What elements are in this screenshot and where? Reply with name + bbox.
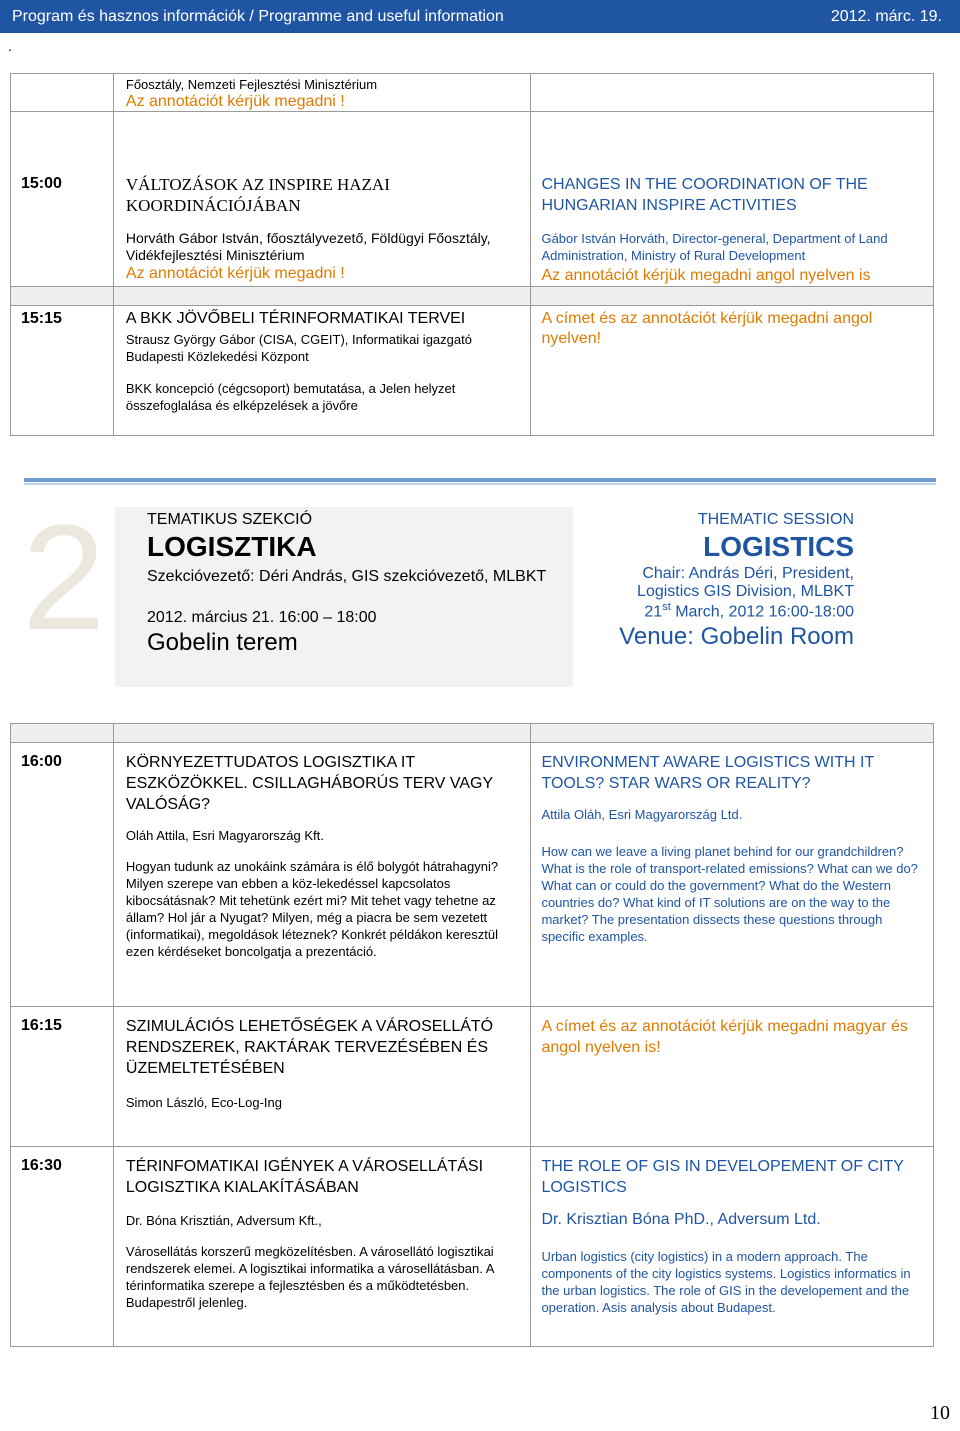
en-title-1600: ENVIRONMENT AWARE LOGISTICS WITH IT TOOLS? STAR WARS OR REALITY? (541, 754, 874, 792)
time-1600: 16:00 (21, 753, 62, 770)
session-label-en: THEMATIC SESSION (697, 511, 854, 528)
page-header (0, 0, 960, 33)
en-title-1630: THE ROLE OF GIS IN DEVELOPEMENT OF CITY LOGISTICS (541, 1158, 904, 1196)
en-note-1515: A címet és az annotációt kérjük megadni angol nyelven! (541, 310, 873, 347)
session-label-hu: TEMATIKUS SZEKCIÓ (147, 511, 313, 528)
en-title-1500: CHANGES IN THE COORDINATION OF THE HUNGARIAN INSPIRE ACTIVITIES (541, 176, 868, 214)
prev-note: Az annotációt kérjük megadni ! (125, 93, 345, 110)
table-row (11, 1147, 934, 1347)
table-row (11, 74, 934, 112)
speaker-1600: Oláh Attila, Esri Magyarország Kft. (125, 828, 324, 843)
session-chair-hu: Szekcióvezető: Déri András, GIS szekcióvezető, MLBKT (147, 568, 547, 585)
table-row (11, 287, 934, 306)
session-number: 2 (22, 493, 106, 661)
session-chair-en-2: Logistics GIS Division, MLBKT (637, 583, 854, 600)
header-date: 2012. márc. 19. (830, 8, 942, 25)
session-name-en: LOGISTICS (703, 531, 854, 562)
table-row (11, 724, 934, 743)
en-speaker-1500: Gábor István Horváth, Director-general, Department of Land Administration, Ministry of Rural Development (541, 231, 888, 263)
en-speaker-1630: Dr. Krisztian Bóna PhD., Adversum Ltd. (541, 1211, 821, 1228)
session-date-en: 21st March, 2012 16:00-18:00 (644, 601, 854, 621)
en-note-1500: Az annotációt kérjük megadni angol nyelven is (541, 267, 871, 284)
en-abstract-1600: How can we leave a living planet behind for our grandchildren? What is the role of transport-related emissions? What can we do? What can or could do the government? What do the Western countries do? What kind of IT solutions are on the way to the market? The presentation dissects these questions through specific examples. (541, 844, 918, 944)
session-chair-en-1: Chair: András Déri, President, (642, 565, 854, 582)
speaker-1615: Simon László, Eco-Log-Ing (125, 1095, 282, 1110)
time-1630: 16:30 (21, 1157, 62, 1174)
abstract-1515: BKK koncepció (cégcsoport) bemutatása, a Jelen helyzet összefoglalása és elképzelések a jövőre (125, 381, 456, 413)
session-room-hu: Gobelin terem (147, 629, 298, 656)
page-number: 10 (930, 1402, 950, 1424)
time-1500: 15:00 (21, 175, 62, 192)
title-1515: A BKK JÖVŐBELI TÉRINFORMATIKAI TERVEI (125, 310, 466, 327)
en-speaker-1600: Attila Oláh, Esri Magyarország Ltd. (541, 807, 743, 822)
speaker-1515: Strausz György Gábor (CISA, CGEIT), Informatikai igazgató Budapesti Közlekedési Központ (125, 332, 472, 364)
stray-dot: . (8, 38, 12, 54)
session-hu-box (115, 507, 573, 687)
title-1600: KÖRNYEZETTUDATOS LOGISZTIKA IT ESZKÖZÖKKEL. CSILLAGHÁBORÚS TERV VAGY VALÓSÁG? (125, 754, 493, 813)
title-1500: VÁLTOZÁSOK AZ INSPIRE HAZAI KOORDINÁCIÓJÁBAN (125, 175, 390, 215)
session-name-hu: LOGISZTIKA (147, 531, 317, 562)
abstract-1630: Városellátás korszerű megközelítésben. A városellátó logisztikai rendszerek elemei. A logisztikai informatika a városellátásban. A térinformatika szerepe a fejlesztésben és a működtetésben. Budapestről jelenleg. (125, 1244, 494, 1310)
time-1515: 15:15 (21, 310, 62, 327)
bottom-program-table (10, 723, 934, 1347)
speaker-1500: Horváth Gábor István, főosztályvezető, Földügyi Főosztály, Vidékfejlesztési Minisztérium (125, 230, 491, 263)
divider-line (24, 478, 936, 482)
header-title: Program és hasznos információk / Programme and useful information (12, 8, 504, 25)
title-1615: SZIMULÁCIÓS LEHETŐSÉGEK A VÁROSELLÁTÓ RENDSZEREK, RAKTÁRAK TERVEZÉSÉBEN ÉS ÜZEMELTETÉSÉBEN (125, 1018, 494, 1077)
top-program-table (10, 73, 934, 436)
en-note-1615: A címet és az annotációt kérjük megadni magyar és angol nyelven is! (541, 1018, 908, 1056)
time-1615: 16:15 (21, 1017, 62, 1034)
session-venue-en: Venue: Gobelin Room (619, 623, 854, 651)
prev-dept: Főosztály, Nemzeti Fejlesztési Minisztérium (125, 77, 378, 92)
en-abstract-1630: Urban logistics (city logistics) in a modern approach. The components of the city logistics systems. Logistics informatics in the urban logistics. The role of GIS in the developement and the operation. Asis analysis about Budapest. (541, 1249, 911, 1315)
table-row (11, 743, 934, 1007)
table-row (11, 306, 934, 436)
table-row (11, 1007, 934, 1147)
table-row (11, 112, 934, 287)
divider-line-shadow (24, 483, 936, 485)
session-en-block (524, 511, 854, 651)
note-1500: Az annotációt kérjük megadni ! (125, 265, 345, 282)
session-date-hu: 2012. március 21. 16:00 – 18:00 (147, 609, 377, 626)
title-1630: TÉRINFOMATIKAI IGÉNYEK A VÁROSELLÁTÁSI LOGISZTIKA KIALAKÍTÁSÁBAN (125, 1158, 484, 1196)
abstract-1600: Hogyan tudunk az unokáink számára is élő bolygót hátrahagyni? Milyen szerepe van ebben a köz-lekedéssel kapcsolatos kibocsátásnak? Mit tehetünk ezért mi? Mit tehet vagy tehetne az állam? Hol jár a Nyugat? Milyen, még a piacra be sem vezetett (informatikai), megoldások léteznek? Konkrét példákon keresztül ezen kérdéseket boncolgatja a prezentáció. (125, 859, 499, 959)
speaker-1630: Dr. Bóna Krisztián, Adversum Kft., (125, 1213, 322, 1228)
